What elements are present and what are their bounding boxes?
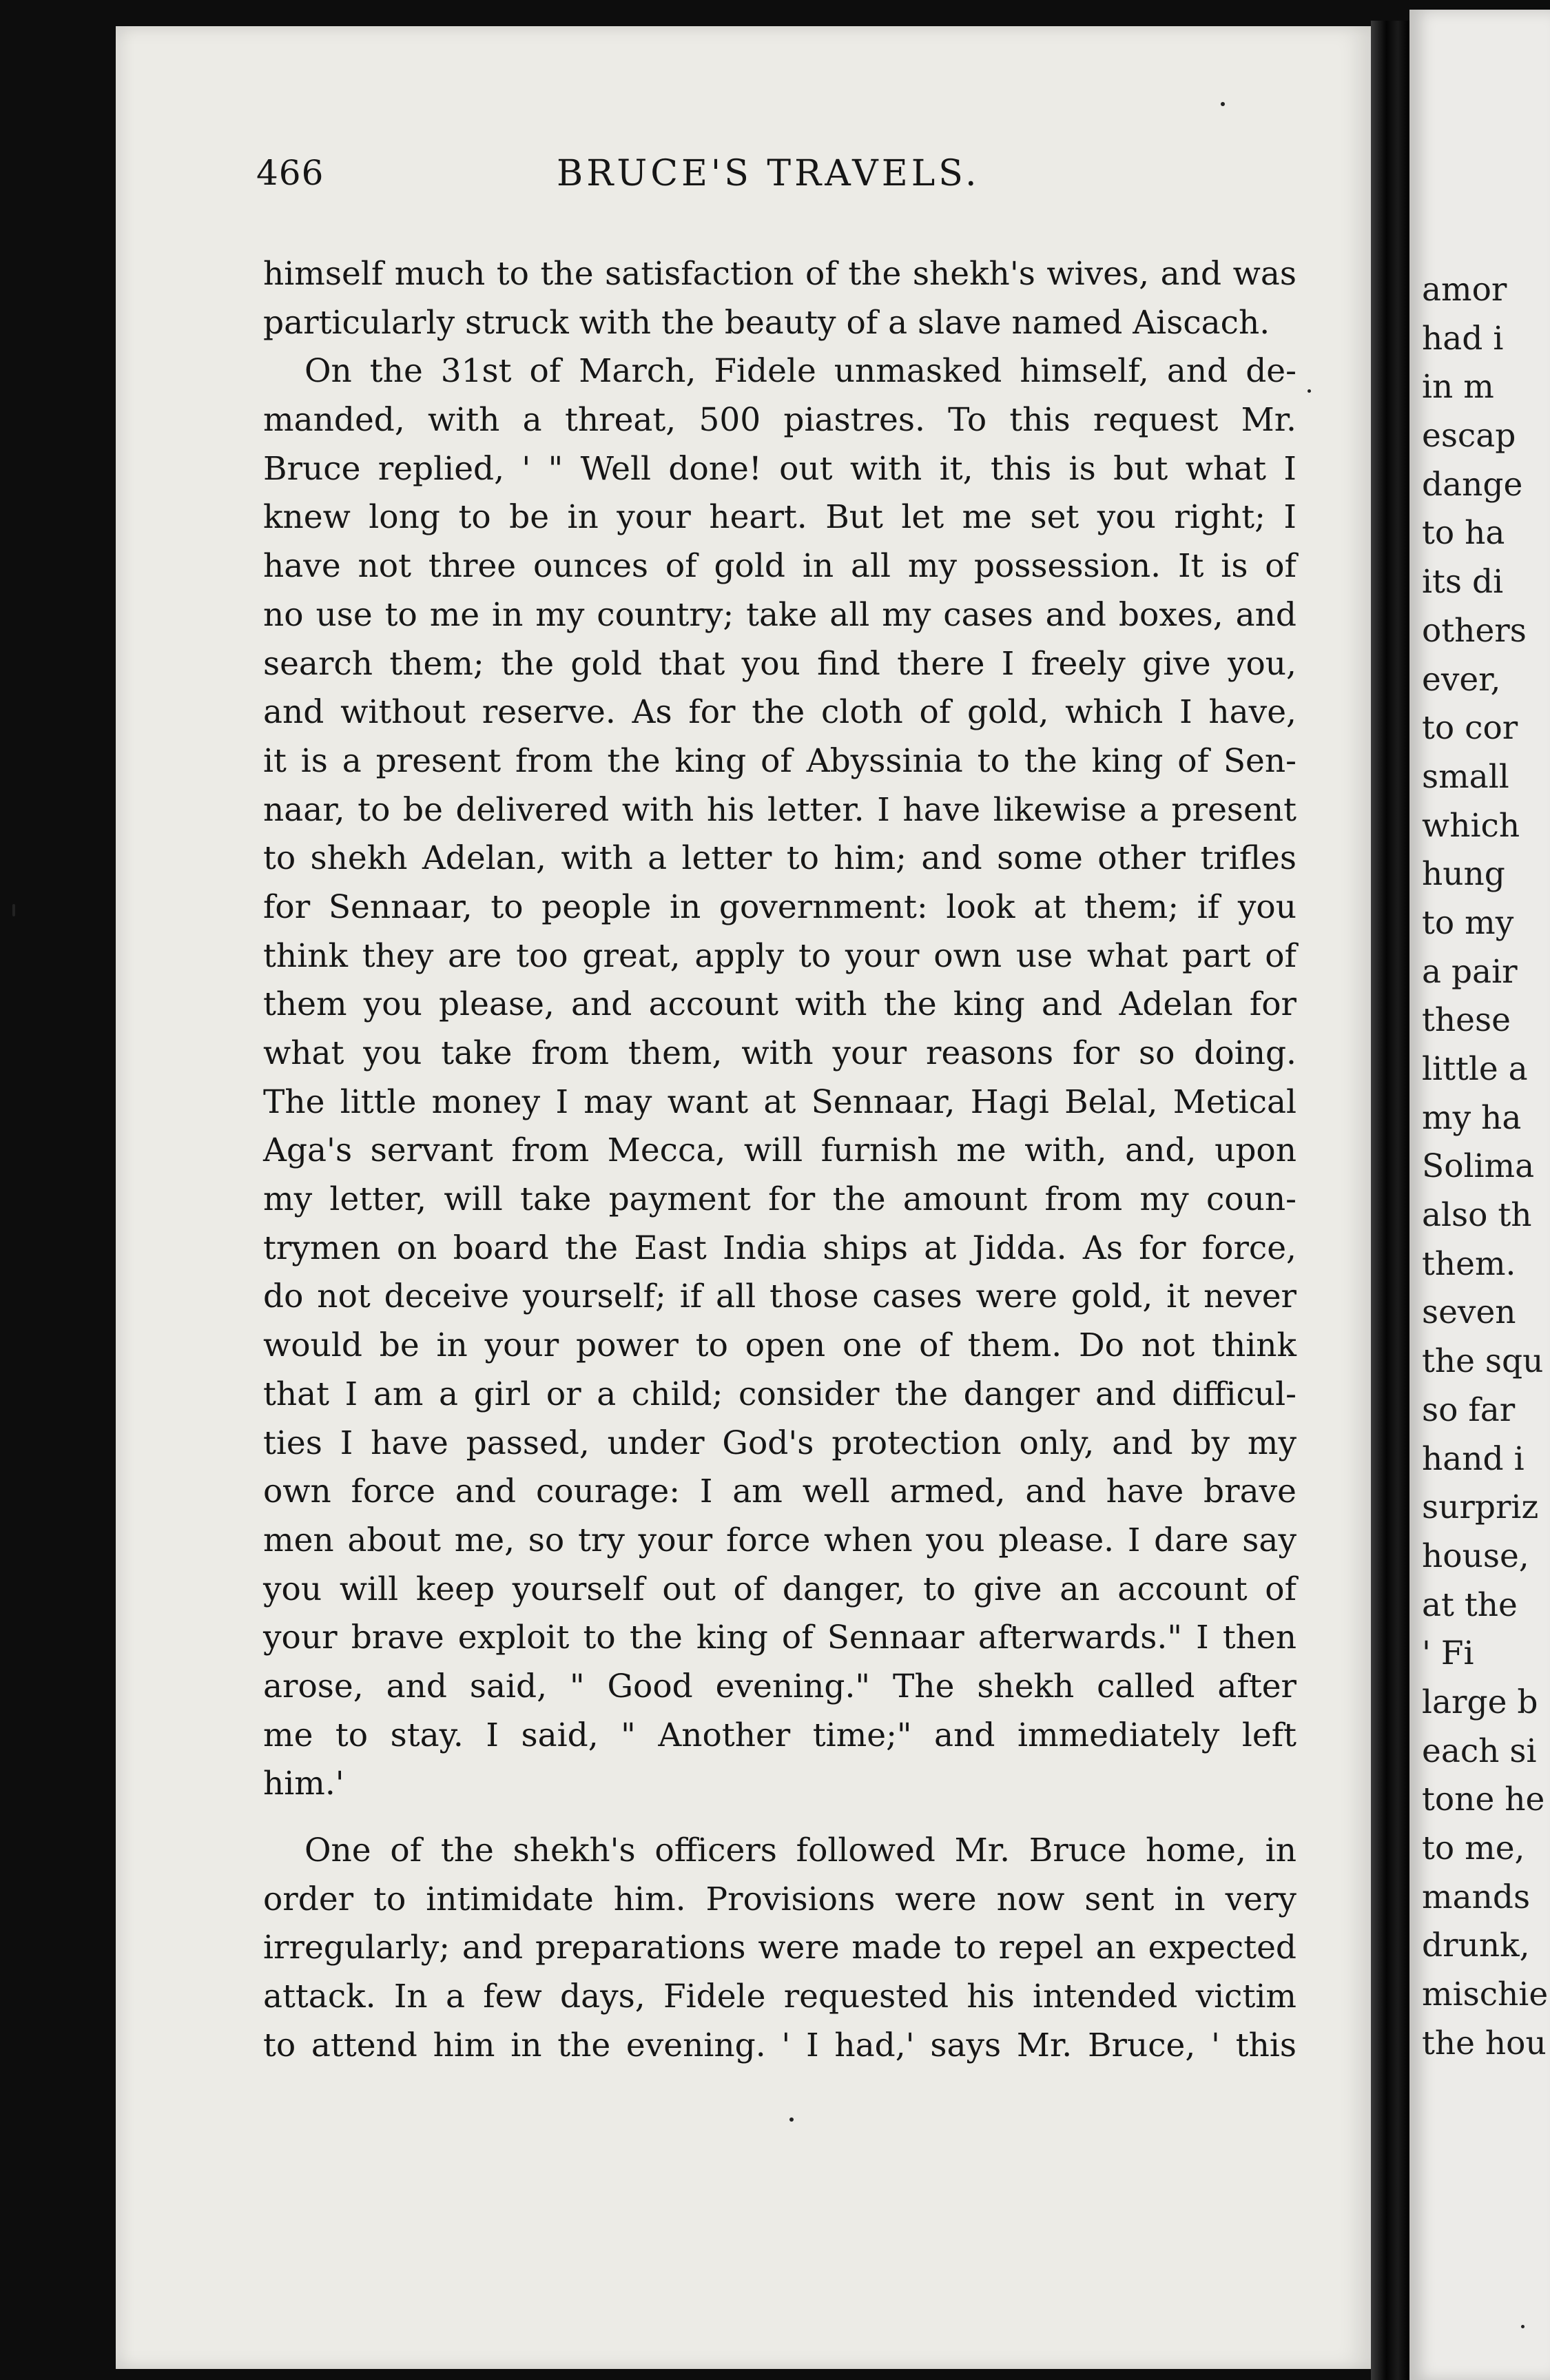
- facing-line: my ha: [1422, 1098, 1522, 1137]
- facing-page: [1409, 10, 1550, 2380]
- text-line: On the 31st of March, Fidele unmasked himself, and de-: [304, 352, 1296, 391]
- facing-line: ever,: [1422, 660, 1501, 699]
- text-line: and without reserve. As for the cloth of gold, which I have,: [263, 693, 1296, 732]
- facing-line: these: [1422, 1001, 1511, 1040]
- facing-line: surpriz: [1422, 1488, 1539, 1527]
- facing-line: to ha: [1422, 514, 1505, 553]
- facing-line: each si: [1422, 1732, 1537, 1770]
- text-line: would be in your power to open one of them. Do not think: [263, 1326, 1296, 1365]
- text-line: trymen on board the East India ships at Jidda. As for force,: [263, 1229, 1296, 1267]
- text-line: me to stay. I said, " Another time;" and immediately left: [263, 1716, 1296, 1754]
- text-line: knew long to be in your heart. But let me set you right; I: [263, 498, 1296, 537]
- facing-line: them.: [1422, 1244, 1516, 1283]
- scan-speck: [12, 904, 15, 916]
- scan-speck: [1221, 102, 1225, 106]
- facing-line: had i: [1422, 319, 1504, 358]
- facing-line: little a: [1422, 1050, 1528, 1088]
- text-line: think they are too great, apply to your own use what part of: [263, 936, 1296, 975]
- facing-line: ' Fi: [1422, 1634, 1474, 1673]
- text-line: order to intimidate him. Provisions were now sent in very: [263, 1880, 1296, 1918]
- facing-line: amor: [1422, 271, 1507, 309]
- text-line: ties I have passed, under God's protection only, and by my: [263, 1424, 1296, 1462]
- facing-line: to cor: [1422, 709, 1518, 748]
- facing-line: drunk,: [1422, 1927, 1530, 1965]
- facing-line: mischie: [1422, 1976, 1549, 2014]
- facing-line: the hou: [1422, 2024, 1547, 2062]
- facing-line: in m: [1422, 368, 1494, 407]
- text-line: manded, with a threat, 500 piastres. To this request Mr.: [263, 401, 1296, 440]
- text-line: irregularly; and preparations were made to repel an expected: [263, 1929, 1296, 1967]
- text-line: Aga's servant from Mecca, will furnish me with, and, upon: [263, 1131, 1296, 1170]
- text-line: for Sennaar, to people in government: look at them; if you: [263, 888, 1296, 926]
- facing-line: others: [1422, 611, 1527, 650]
- text-line: attack. In a few days, Fidele requested his intended victim: [263, 1978, 1296, 2016]
- text-line: men about me, so try your force when you please. I dare say: [263, 1521, 1296, 1559]
- text-line: to shekh Adelan, with a letter to him; and some other trifles: [263, 839, 1296, 878]
- text-line: them you please, and account with the king and Adelan for: [263, 985, 1296, 1024]
- text-line: search them; the gold that you find there I freely give you,: [263, 644, 1296, 683]
- text-line: own force and courage: I am well armed, and have brave: [263, 1473, 1296, 1511]
- text-line: what you take from them, with your reasons for so doing.: [263, 1034, 1296, 1072]
- facing-line: mands: [1422, 1878, 1531, 1916]
- text-line: do not deceive yourself; if all those cases were gold, it never: [263, 1278, 1296, 1316]
- facing-line: to me,: [1422, 1829, 1525, 1867]
- facing-line: hand i: [1422, 1439, 1525, 1478]
- facing-line: house,: [1422, 1537, 1529, 1575]
- scan-speck: [1521, 2325, 1525, 2328]
- text-line: you will keep yourself out of danger, to give an account of: [263, 1570, 1296, 1608]
- facing-line: tone he: [1422, 1781, 1545, 1819]
- text-line: my letter, will take payment for the amount from my coun-: [263, 1180, 1296, 1219]
- facing-line: Solima: [1422, 1147, 1535, 1186]
- text-line: that I am a girl or a child; consider the danger and difficul-: [263, 1375, 1296, 1413]
- facing-line: also th: [1422, 1196, 1532, 1235]
- facing-line: to my: [1422, 903, 1514, 942]
- text-line: particularly struck with the beauty of a slave named Aiscach.: [263, 303, 1270, 342]
- text-line: The little money I may want at Sennaar, Hagi Belal, Metical: [263, 1083, 1296, 1121]
- facing-line: small: [1422, 757, 1509, 796]
- facing-line: hung: [1422, 855, 1505, 894]
- running-head: [256, 153, 1317, 201]
- text-line: your brave exploit to the king of Sennaar afterwards." I then: [263, 1619, 1296, 1657]
- facing-line: seven: [1422, 1293, 1516, 1332]
- text-line: no use to me in my country; take all my cases and boxes, and: [263, 595, 1296, 634]
- facing-line: at the: [1422, 1586, 1518, 1624]
- scan-speck: [789, 2117, 794, 2122]
- running-title: BRUCE'S TRAVELS.: [557, 153, 980, 194]
- facing-line: escap: [1422, 417, 1516, 455]
- facing-line: dange: [1422, 465, 1523, 504]
- text-line: have not three ounces of gold in all my possession. It is of: [263, 547, 1296, 586]
- scan-speck: [1308, 389, 1311, 393]
- body-text: [263, 250, 1296, 2070]
- facing-line: large b: [1422, 1683, 1538, 1721]
- text-line: to attend him in the evening. ' I had,' says Mr. Bruce, ' this: [263, 2026, 1296, 2064]
- page-number: 466: [256, 153, 324, 193]
- facing-line: so far: [1422, 1391, 1516, 1429]
- facing-page-text: [1422, 266, 1548, 2068]
- facing-line: a pair: [1422, 952, 1518, 991]
- text-line: himself much to the satisfaction of the shekh's wives, and was: [263, 255, 1296, 293]
- text-line: arose, and said, " Good evening." The shekh called after: [263, 1667, 1296, 1705]
- book-gutter: [1371, 21, 1409, 2380]
- text-line: it is a present from the king of Abyssinia to the king of Sen-: [263, 741, 1296, 780]
- text-line: Bruce replied, ' " Well done! out with it, this is but what I: [263, 449, 1296, 488]
- text-line: naar, to be delivered with his letter. I have likewise a present: [263, 790, 1296, 829]
- facing-line: which: [1422, 806, 1520, 845]
- facing-line: the squ: [1422, 1342, 1544, 1381]
- facing-line: its di: [1422, 563, 1504, 602]
- text-line: him.': [263, 1765, 344, 1803]
- text-line: One of the shekh's officers followed Mr. Bruce home, in: [304, 1832, 1296, 1869]
